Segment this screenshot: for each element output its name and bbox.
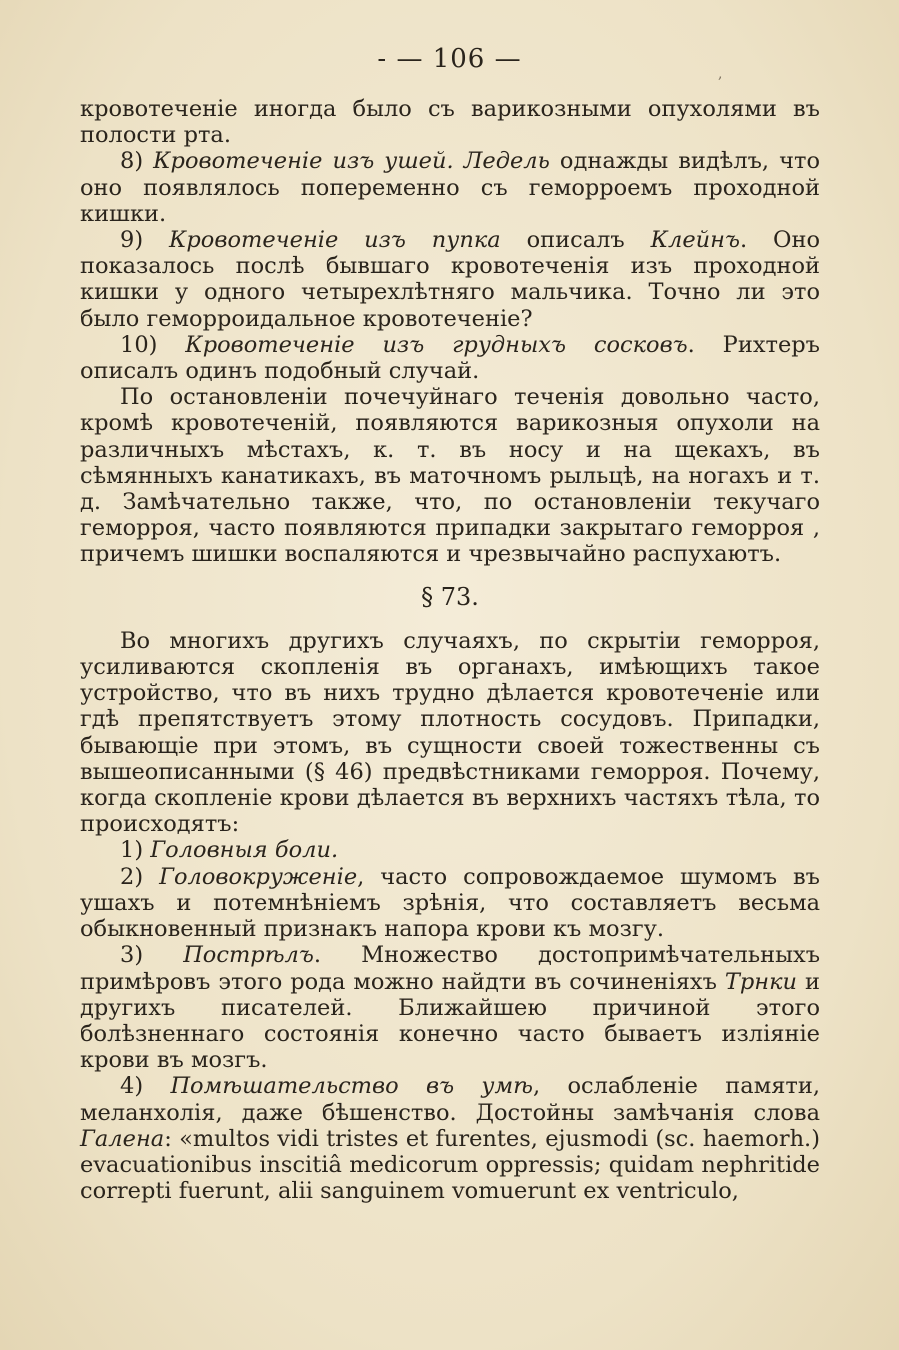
item-title: Помѣшательство въ умѣ (170, 1073, 533, 1100)
item-title: Кровотеченіе изъ грудныхъ сосковъ (185, 331, 688, 358)
item-title: Кровотеченіе изъ ушей. Ледель (153, 148, 550, 175)
paragraph-item-3 (80, 942, 820, 1073)
paragraph-item-2 (80, 864, 820, 943)
paragraph-body: По остановленіи почечуйнаго теченія довольно часто, кромѣ кровотеченій, появляются варикозныя опухоли на различныхъ мѣстахъ, к. т. въ носу и на щекахъ, въ сѣмянныхъ канатикахъ, въ маточномъ рыльцѣ, на ногахъ и т. д. Замѣчательно также, что, по остановленіи текучаго геморроя, часто появляются припадки закрытаго геморроя , причемъ шишки воспаляются и чрезвычайно распухаютъ. (80, 384, 820, 568)
page-number: - — 106 — (377, 44, 522, 74)
print-speck: , (718, 66, 723, 82)
paragraph-continuation: кровотеченіе иногда было съ варикозными опухолями въ полости рта. (80, 96, 820, 149)
item-number: 8) (120, 148, 154, 175)
item-title: Кровотеченіе изъ пупка (168, 227, 501, 254)
item-text: , ослабленіе памяти, меланхолія, даже бѣшенство. Достойны замѣчанія слова (80, 1073, 821, 1126)
item-text: однажды видѣлъ, что оно появлялось попеременно съ геморроемъ проходной кишки. (80, 148, 820, 227)
item-text: . Оно показалось послѣ бывшаго кровотеченія изъ проходной кишки у одного четырехлѣтняго мальчика. Точно ли это было геморроидальное кровотеченіе? (80, 227, 821, 332)
item-title: Пострѣлъ (183, 942, 314, 969)
item-number: 2) (120, 863, 160, 890)
paragraph-item-9 (80, 227, 820, 332)
author-name: Клейнъ (650, 227, 740, 254)
paragraph-item-10 (80, 332, 820, 384)
item-text: . Множество достопримѣчательныхъ примѣровъ этого рода можно найдти въ сочиненіяхъ (80, 942, 821, 995)
item-title: Головныя боли. (150, 837, 339, 864)
item-number: 3) (120, 942, 184, 969)
item-text: . Рихтеръ описалъ одинъ подобный случай. (80, 331, 820, 385)
paragraph-item-8 (80, 148, 820, 227)
body-text (80, 96, 820, 1204)
author-name: Галена (80, 1125, 165, 1152)
item-text: описалъ (500, 227, 651, 254)
paragraph-item-1 (80, 837, 820, 863)
item-text: и другихъ писателей. Ближайшею причиной этого болѣзненнаго состоянія конечно часто бываетъ изліяніе крови въ мозгъ. (80, 968, 820, 1074)
section-heading: § 73. (421, 582, 479, 611)
item-number: 10) (120, 331, 186, 358)
paragraph-item-4 (80, 1073, 820, 1204)
author-name: Трнки (724, 968, 798, 995)
paragraph-body: Во многихъ другихъ случаяхъ, по скрытіи геморроя, усиливаются скопленія въ органахъ, имѣющихъ такое устройство, что въ нихъ трудно дѣлается кровотеченіе или гдѣ препятствуетъ этому плотность сосудовъ. Припадки, бывающіе при этомъ, въ сущности своей тожественны съ вышеописанными (§ 46) предвѣстниками геморроя. Почему, когда скопленіе крови дѣлается въ верхнихъ частяхъ тѣла, то происходятъ: (80, 627, 820, 838)
item-text: : «multos vidi tristes et furentes, ejusmodi (sc. haemorh.) evacuationibus inscitiâ medicorum oppressis; quidam nephritide correpti fuerunt, alii sanguinem vomuerunt ex ventriculo, (80, 1125, 820, 1205)
item-number: 9) (120, 227, 169, 254)
item-number: 4) (120, 1073, 171, 1100)
item-title: Головокруженіе (159, 863, 358, 890)
item-text: , часто сопровождаемое шумомъ въ ушахъ и потемнѣніемъ зрѣнія, что составляетъ весьма обыкновенный признакъ напора крови къ мозгу. (80, 863, 820, 943)
item-number: 1) (120, 837, 151, 864)
